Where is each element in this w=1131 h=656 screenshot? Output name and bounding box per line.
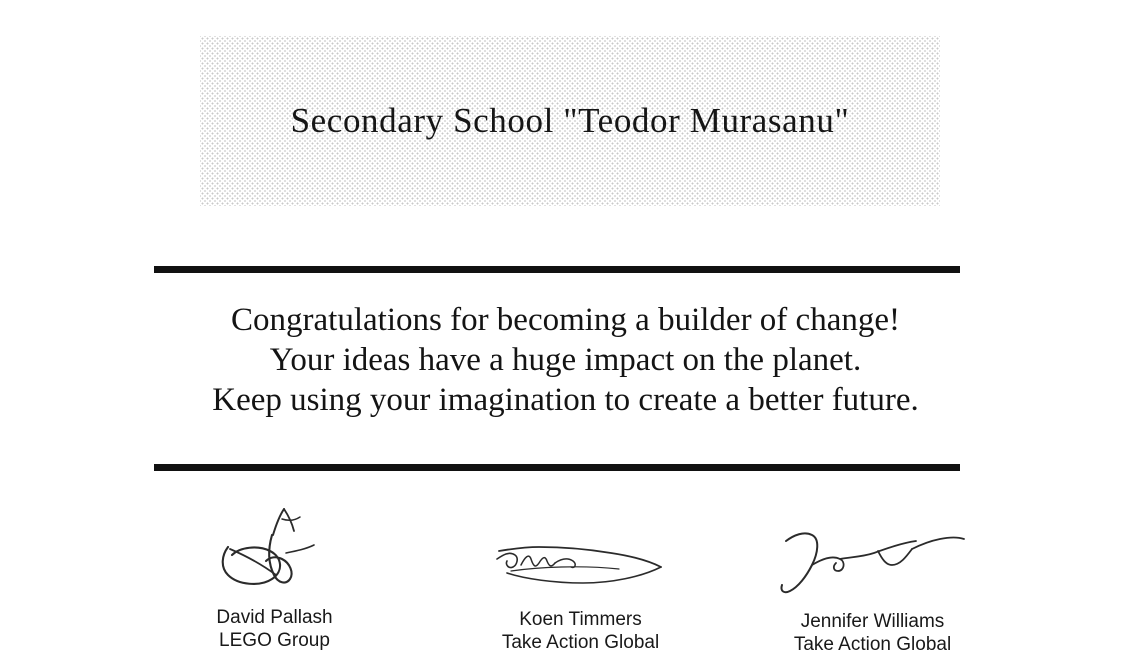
divider-bottom: [154, 464, 960, 471]
handwritten-signature-jennifer-williams-icon: [778, 505, 968, 609]
message-line-3: Keep using your imagination to create a better future.: [212, 382, 919, 418]
signature-name: David Pallash: [216, 607, 333, 628]
signature-row: [0, 505, 1131, 656]
school-name-panel: [200, 36, 940, 206]
signature-block-david-pallash: [150, 505, 400, 652]
signature-name: Jennifer Williams: [800, 611, 945, 632]
signature-name: Koen Timmers: [519, 609, 642, 630]
signature-block-jennifer-williams: [748, 505, 998, 656]
message-line-2: Your ideas have a huge impact on the planet.: [269, 342, 862, 378]
signature-organization: LEGO Group: [219, 630, 330, 651]
signature-organization: Take Action Global: [501, 632, 660, 653]
signature-organization: Take Action Global: [793, 634, 952, 655]
divider-top: [154, 266, 960, 273]
school-name: Secondary School "Teodor Murasanu": [290, 101, 850, 140]
handwritten-signature-koen-timmers-icon: [491, 505, 671, 607]
congratulations-message: [0, 300, 1131, 420]
signature-block-koen-timmers: [456, 505, 706, 654]
message-line-1: Congratulations for becoming a builder of change!: [231, 302, 900, 338]
handwritten-signature-david-pallash-icon: [210, 505, 340, 605]
